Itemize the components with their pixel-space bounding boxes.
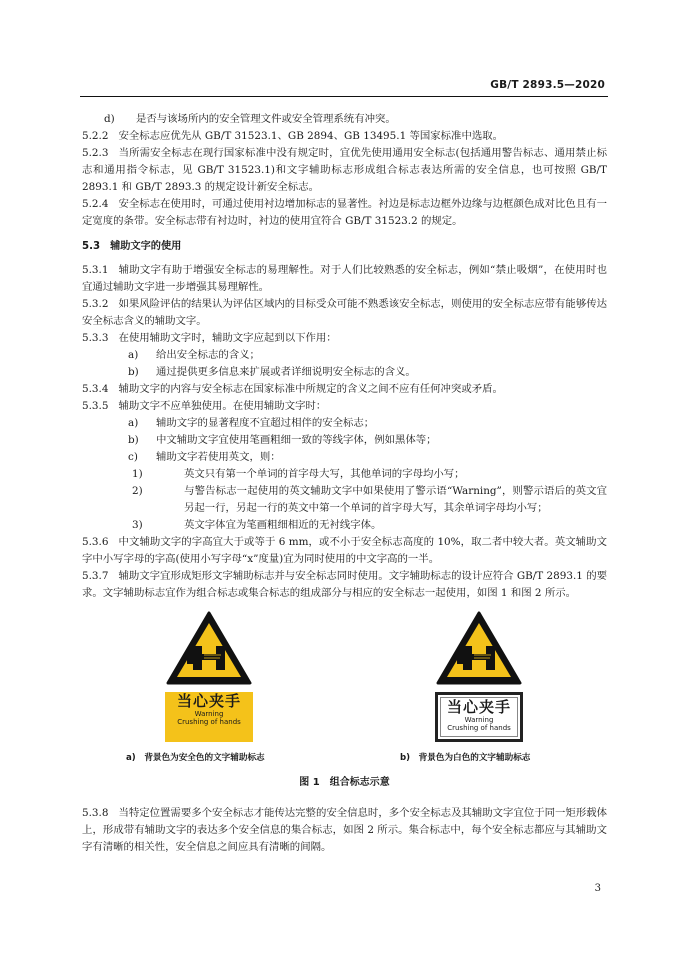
item-text: 英文只有第一个单词的首字母大写，其他单词的字母均小写； [184, 468, 465, 480]
clause-text: 当特定位置需要多个安全标志才能传达完整的安全信息时，多个安全标志及其辅助文字宜位于同一矩形载体上，形成带有辅助文字的表达多个安全信息的集合标志，如图 2 所示。集合标志中，每个安全标志都应与其辅助文字有清晰的相关性，安全信息之间应具有清晰的间隔。 [82, 807, 607, 853]
section-title: 辅助文字的使用 [110, 241, 182, 252]
clause-number: 5.3.4 [82, 383, 109, 395]
list-item-d [82, 111, 607, 128]
clause-5-2-4 [82, 196, 607, 230]
item-label: d) [104, 113, 115, 125]
figure-1-images [82, 610, 607, 746]
item-label: a) [128, 417, 139, 429]
item-label: a) [128, 349, 139, 361]
text-panel-yellow [165, 692, 253, 742]
clause-number: 5.3.6 [82, 536, 109, 548]
clause-number: 5.3.1 [82, 264, 109, 276]
combined-sign-yellow [165, 610, 253, 742]
clause-5-3-7 [82, 568, 607, 602]
clause-number: 5.3.5 [82, 400, 109, 412]
clause-5-3-1 [82, 262, 607, 296]
clause-number: 5.2.4 [82, 198, 109, 210]
clause-number: 5.2.2 [82, 130, 109, 142]
item-label: 3) [132, 519, 143, 531]
clause-text: 如果风险评估的结果认为评估区域内的目标受众可能不熟悉该安全标志，则使用的安全标志应带有能够传达安全标志含义的辅助文字。 [82, 298, 607, 327]
sub-item-2 [82, 483, 607, 517]
item-text: 与警告标志一起使用的英文辅助文字中如果使用了警示语“Warning”，则警示语后的英文宜另起一行，另起一行的英文中第一个单词的首字母大写，其余单词字母均小写； [184, 485, 607, 514]
document-body [82, 111, 607, 856]
figure-1-title: 图 1 组合标志示意 [299, 777, 390, 788]
list-item-a [82, 347, 607, 364]
standard-number: GB/T 2893.5—2020 [490, 79, 605, 91]
item-text: 英文字体宜为笔画粗细相近的无衬线字体。 [184, 519, 382, 531]
item-text: 辅助文字的显著程度不宜超过相伴的安全标志； [156, 417, 375, 429]
clause-5-3-6 [82, 534, 607, 568]
clause-text: 辅助文字不应单独使用。在使用辅助文字时： [118, 400, 327, 412]
clause-number: 5.3.7 [82, 570, 109, 582]
item-label: 1) [132, 468, 143, 480]
subcaption-b: b) 背景色为白色的文字辅助标志 [400, 753, 531, 763]
clause-5-2-2 [82, 128, 607, 145]
clause-text: 辅助文字的内容与安全标志在国家标准中所规定的含义之间不应有任何冲突或矛盾。 [118, 383, 503, 395]
clause-text: 在使用辅助文字时，辅助文字应起到以下作用： [118, 332, 337, 344]
clause-text: 安全标志应优先从 GB/T 31523.1、GB 2894、GB 13495.1 等国家标准中选取。 [118, 130, 504, 142]
item-text: 给出安全标志的含义； [156, 349, 260, 361]
header-rule [80, 96, 608, 97]
clause-number: 5.2.3 [82, 147, 109, 159]
clause-text: 辅助文字宜形成矩形文字辅助标志并与安全标志同时使用。文字辅助标志的设计应符合 GB/T 2893.1 的要求。文字辅助标志宜作为组合标志或集合标志的组成部分与相应的安全标志一起使用，如图 1 和图 2 所示。 [82, 570, 607, 599]
item-label: 2) [132, 485, 143, 497]
clause-5-3-4 [82, 381, 607, 398]
clause-5-3-2 [82, 296, 607, 330]
figure-1-subcaptions [82, 746, 607, 766]
sign-text-warning: Warning [464, 716, 494, 724]
item-text: 通过提供更多信息来扩展或者详细说明安全标志的含义。 [156, 366, 416, 378]
sign-text-cn: 当心夹手 [446, 698, 511, 716]
clause-text: 安全标志在使用时，可通过使用衬边增加标志的显著性。衬边是标志边框外边缘与边框颜色成对比色且有一定宽度的条带。安全标志带有衬边时，衬边的使用宜符合 GB/T 31523.2 的规定。 [82, 198, 607, 227]
section-heading-5-3 [82, 238, 607, 255]
list-item-b [82, 432, 607, 449]
sign-text-cn: 当心夹手 [176, 692, 241, 710]
list-item-c [82, 449, 607, 466]
page-number: 3 [594, 883, 601, 894]
clause-number: 5.3.3 [82, 332, 109, 344]
panel-inner-border [440, 697, 518, 737]
item-text: 中文辅助文字宜使用笔画粗细一致的等线字体，例如黑体等； [156, 434, 437, 446]
sign-text-crushing: Crushing of hands [177, 718, 241, 726]
sub-item-1 [82, 466, 607, 483]
clause-5-3-5 [82, 398, 607, 415]
hand-crushing-warning-icon [435, 610, 523, 686]
clause-5-3-3 [82, 330, 607, 347]
clause-5-2-3 [82, 145, 607, 196]
combined-sign-white [435, 610, 523, 742]
clause-number: 5.3.2 [82, 298, 109, 310]
clause-5-3-8 [82, 805, 607, 856]
clause-text: 中文辅助文字的字高宜大于或等于 6 mm，或不小于安全标志高度的 10%，取二者中较大者。英文辅助文字中小写字母的字高(使用小写字母“x”度量)宜为同时使用的中文字高的一半。 [82, 536, 607, 565]
text-panel-white [435, 692, 523, 742]
item-label: b) [128, 366, 139, 378]
item-label: c) [128, 451, 138, 463]
hand-crushing-warning-icon [165, 610, 253, 686]
sign-text-warning: Warning [194, 710, 224, 718]
section-number: 5.3 [82, 241, 101, 252]
item-text: 辅助文字若使用英文，则： [156, 451, 281, 463]
list-item-b [82, 364, 607, 381]
clause-text: 当所需安全标志在现行国家标准中没有规定时，宜优先使用通用安全标志(包括通用警告标志、通用禁止标志和通用指令标志，见 GB/T 31523.1)和文字辅助标志形成组合标志表达所需的安全信息，也可按照 GB/T 2893.1 和 GB/T 2893.3 的规定设计新安全标志。 [82, 147, 607, 193]
item-text: 是否与该场所内的安全管理文件或安全管理系统有冲突。 [136, 113, 396, 125]
clause-number: 5.3.8 [82, 807, 109, 819]
item-label: b) [128, 434, 139, 446]
subcaption-a: a) 背景色为安全色的文字辅助标志 [126, 753, 265, 763]
sub-item-3 [82, 517, 607, 534]
sign-text-crushing: Crushing of hands [447, 724, 511, 732]
list-item-a [82, 415, 607, 432]
clause-text: 辅助文字有助于增强安全标志的易理解性。对于人们比较熟悉的安全标志，例如“禁止吸烟”，在使用时也宜通过辅助文字进一步增强其易理解性。 [82, 264, 607, 293]
